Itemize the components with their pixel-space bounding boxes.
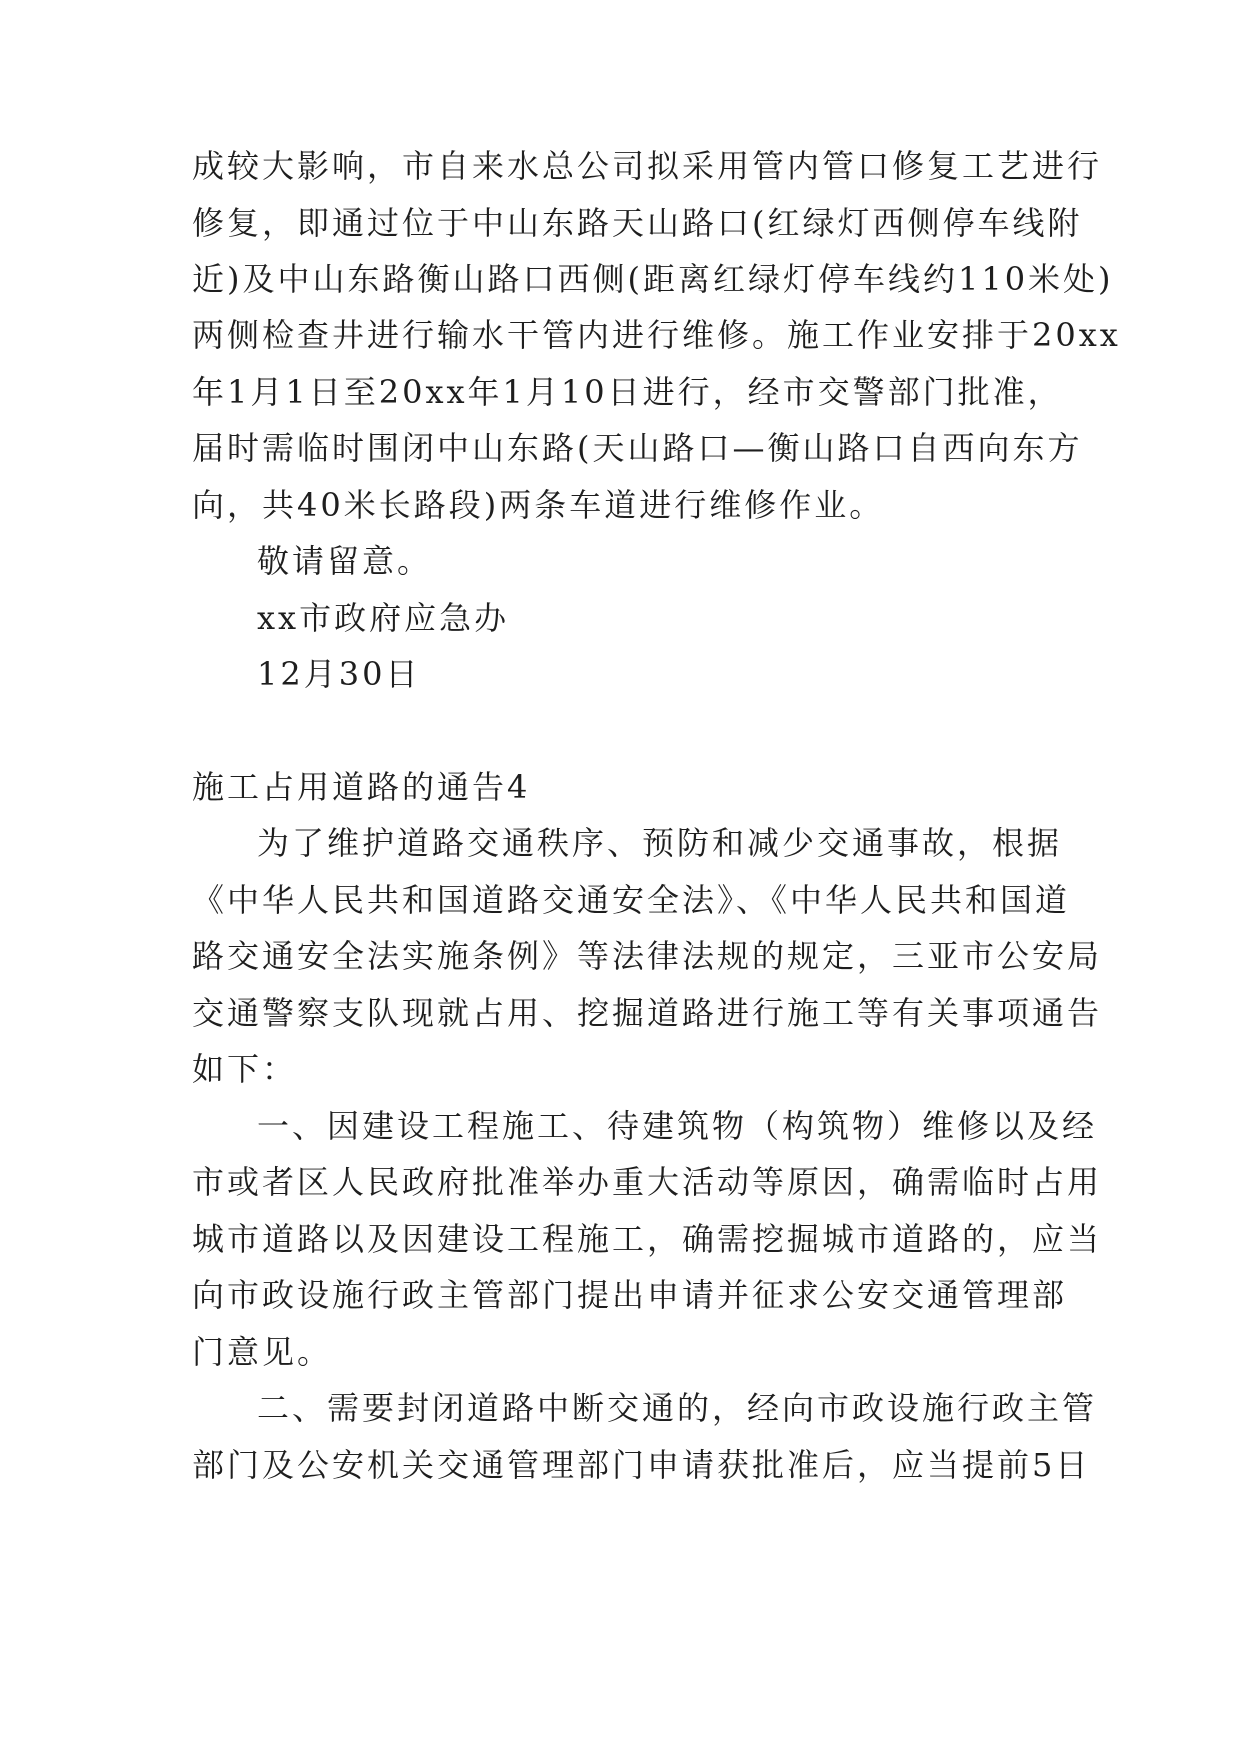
body-text-line: 近)及中山东路衡山路口西侧(距离红绿灯停车线约110米处) bbox=[192, 260, 1114, 298]
body-text-line: 一、因建设工程施工、待建筑物（构筑物）维修以及经 bbox=[257, 1107, 1098, 1145]
issuer-signature: xx市政府应急办 bbox=[257, 599, 510, 637]
body-text-line: 如下： bbox=[192, 1050, 298, 1088]
body-text-line: 向市政设施行政主管部门提出申请并征求公安交通管理部 bbox=[192, 1276, 1068, 1314]
closing-remark: 敬请留意。 bbox=[257, 542, 433, 580]
body-text-line: 两侧检查井进行输水干管内进行维修。施工作业安排于20xx bbox=[192, 316, 1121, 354]
issue-date: 12月30日 bbox=[257, 655, 421, 693]
body-text-line: 为了维护道路交通秩序、预防和减少交通事故，根据 bbox=[257, 824, 1063, 862]
body-text-line: 门意见。 bbox=[192, 1333, 333, 1371]
body-text-line: 届时需临时围闭中山东路(天山路口—衡山路口自西向东方 bbox=[192, 429, 1083, 467]
body-text-line: 修复，即通过位于中山东路天山路口(红绿灯西侧停车线附 bbox=[192, 204, 1083, 242]
body-text-line: 市或者区人民政府批准举办重大活动等原因，确需临时占用 bbox=[192, 1163, 1103, 1201]
body-text-line: 交通警察支队现就占用、挖掘道路进行施工等有关事项通告 bbox=[192, 994, 1103, 1032]
body-text-line: 向，共40米长路段)两条车道进行维修作业。 bbox=[192, 486, 885, 524]
section-title: 施工占用道路的通告4 bbox=[192, 768, 531, 806]
body-text-line: 路交通安全法实施条例》等法律法规的规定，三亚市公安局 bbox=[192, 937, 1103, 975]
body-text-line: 部门及公安机关交通管理部门申请获批准后，应当提前5日 bbox=[192, 1446, 1091, 1484]
body-text-line: 《中华人民共和国道路交通安全法》、《中华人民共和国道 bbox=[192, 881, 1071, 919]
body-text-line: 城市道路以及因建设工程施工，确需挖掘城市道路的，应当 bbox=[192, 1220, 1103, 1258]
body-text-line: 成较大影响，市自来水总公司拟采用管内管口修复工艺进行 bbox=[192, 147, 1103, 185]
body-text-line: 二、需要封闭道路中断交通的，经向市政设施行政主管 bbox=[257, 1389, 1098, 1427]
body-text-line: 年1月1日至20xx年1月10日进行，经市交警部门批准， bbox=[192, 373, 1063, 411]
